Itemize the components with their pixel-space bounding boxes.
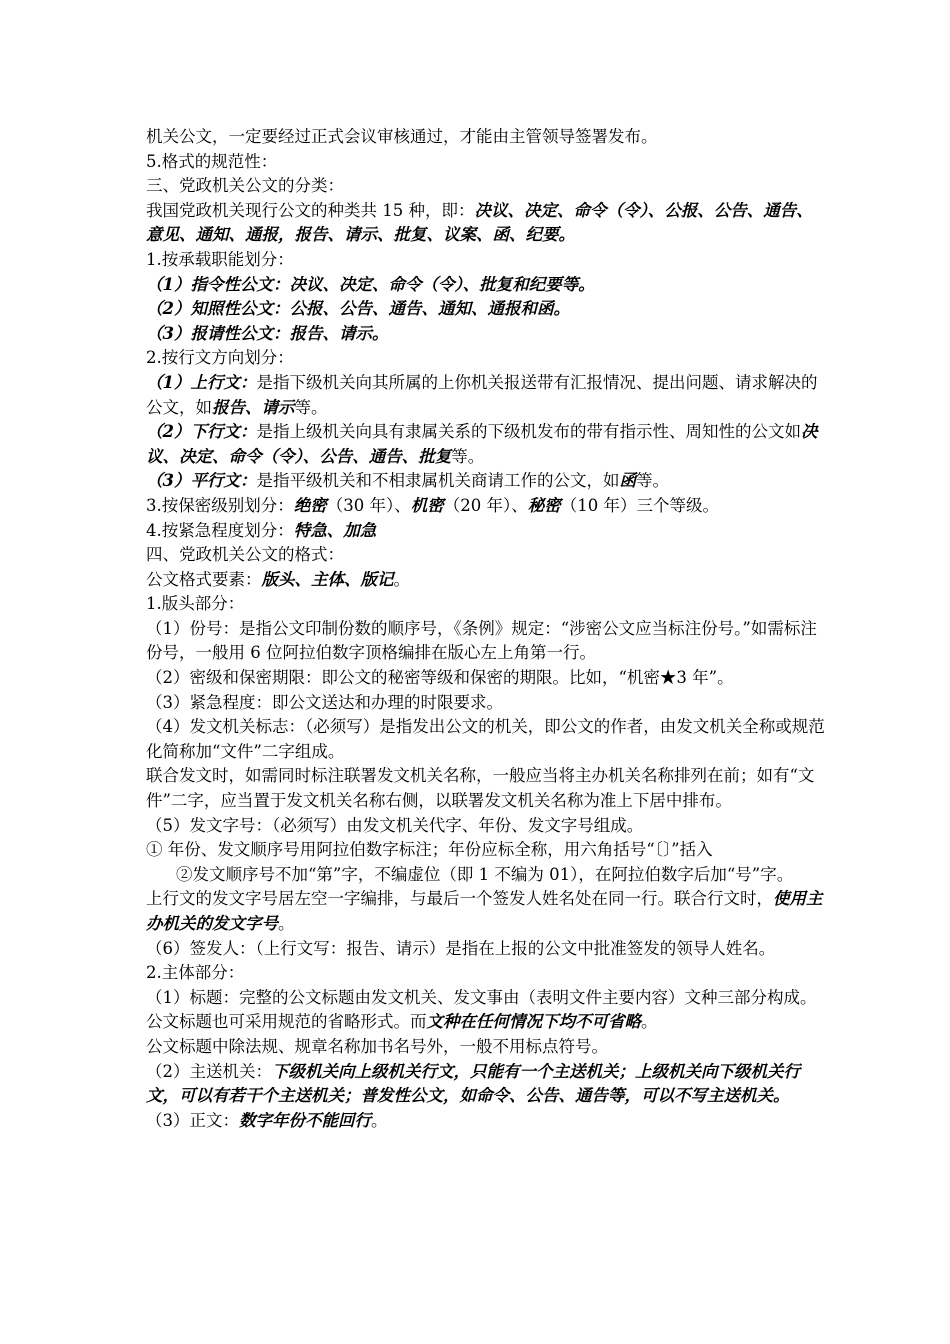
paragraph-l04	[146, 199, 826, 248]
body-text: 公文格式要素：	[146, 569, 262, 589]
paragraph-l11	[146, 420, 826, 469]
paragraph-l29	[146, 986, 826, 1035]
body-text: 三、党政机关公文的分类：	[146, 176, 344, 196]
body-text: 联合发文时，如需同时标注联署发文机关名称，一般应当将主办机关名称排列在前；如有“文件”二字，应当置于发文机关名称右侧，以联署发文机关名称为准上下居中排布。	[146, 766, 815, 811]
body-text: （30 年）、	[326, 495, 411, 515]
paragraph-l17	[146, 592, 826, 617]
body-text: （3）正文：	[146, 1110, 239, 1130]
body-text: 。	[393, 569, 410, 589]
body-text: 2.按行文方向划分：	[146, 348, 294, 368]
body-text: （5）发文字号：（必须写）由发文机关代字、年份、发文字号组成。	[146, 815, 644, 835]
paragraph-l14	[146, 519, 826, 544]
body-text: 4.按紧急程度划分：	[146, 520, 294, 540]
emphasis-text: 决议、决定、命令（令）、公告、通告、批复	[146, 422, 818, 466]
paragraph-l02	[146, 150, 826, 175]
body-text: 5.格式的规范性：	[146, 151, 278, 171]
paragraph-l10	[146, 371, 826, 420]
emphasis-text: 特急、加急	[293, 520, 377, 540]
paragraph-l23	[146, 814, 826, 839]
paragraph-l08	[146, 322, 826, 347]
body-text: 等。	[451, 446, 485, 466]
body-text: 上行文的发文字号居左空一字编排，与最后一个签发人姓名处在同一行。联合行文时，	[146, 889, 773, 909]
emphasis-text: 文种在任何情况下均不可省略	[426, 1012, 641, 1032]
body-text: 是指下级机关向其所属的上你机关报送带有汇报情况、提出问题、请求解决的公文，如	[146, 372, 818, 417]
emphasis-text: 秘密	[527, 495, 561, 515]
emphasis-text: 决议、决定、命令（令）、公报、公告、通告、意见、通知、通报，报告、请示、批复、议案、函、纪要。	[146, 200, 813, 245]
document-body	[146, 125, 826, 1133]
body-text: 。	[641, 1012, 658, 1032]
paragraph-l19	[146, 666, 826, 691]
paragraph-l27	[146, 937, 826, 962]
paragraph-l32	[146, 1109, 826, 1134]
emphasis-text: 函	[619, 471, 636, 491]
paragraph-l03	[146, 174, 826, 199]
emphasis-text: 报告、请示	[212, 397, 295, 417]
body-text: 公文标题中除法规、规章名称加书名号外，一般不用标点符号。	[146, 1036, 608, 1056]
body-text: ① 年份、发文顺序号用阿拉伯数字标注；年份应标全称，用六角括号“〔〕”括入	[146, 840, 713, 860]
body-text: 3.按保密级别划分：	[146, 495, 294, 515]
body-text: （4）发文机关标志：（必须写）是指发出公文的机关，即公文的作者，由发文机关全称或规范化简称加“文件”二字组成。	[146, 717, 825, 761]
body-text: 我国党政机关现行公文的种类共 15 种，即：	[146, 200, 475, 220]
emphasis-text: 下级机关向上级机关行文，只能有一个主送机关；上级机关向下级机关行文，可以有若干个主送机关；普发性公文，如命令、公告、通告等，可以不写主送机关。	[146, 1061, 800, 1106]
emphasis-text: 数字年份不能回行	[239, 1110, 371, 1130]
paragraph-l16	[146, 568, 826, 593]
body-text: ②发文顺序号不加“第”字，不编虚位（即 1 不编为 01），在阿拉伯数字后加“号”字。	[176, 864, 794, 884]
paragraph-l07	[146, 297, 826, 322]
paragraph-l28	[146, 961, 826, 986]
emphasis-text: （3）平行文：	[146, 471, 257, 491]
body-text: （2）主送机关：	[146, 1061, 272, 1081]
body-text: 是指上级机关向具有隶属关系的下级机发布的带有指示性、周知性的公文如	[256, 422, 801, 442]
body-text: （10 年）三个等级。	[560, 495, 719, 515]
paragraph-l26	[146, 887, 826, 936]
paragraph-l31	[146, 1060, 826, 1109]
paragraph-l01	[146, 125, 826, 150]
body-text: 等。	[294, 397, 328, 417]
emphasis-text: 绝密	[293, 495, 327, 515]
paragraph-l30	[146, 1035, 826, 1060]
body-text: 1.按承载职能划分：	[146, 249, 294, 269]
paragraph-l12	[146, 469, 826, 494]
body-text: （6）签发人：（上行文写：报告、请示）是指在上报的公文中批准签发的领导人姓名。	[146, 938, 776, 958]
paragraph-l13	[146, 494, 826, 519]
paragraph-l20	[146, 691, 826, 716]
paragraph-l25	[146, 863, 826, 888]
body-text: 等。	[635, 471, 669, 491]
emphasis-text: （1）上行文：	[146, 372, 257, 392]
paragraph-l21	[146, 715, 826, 764]
emphasis-text: 版头、主体、版记	[261, 569, 394, 589]
paragraph-l22	[146, 764, 826, 813]
body-text: 。	[278, 914, 295, 933]
body-text: （1）份号：是指公文印制份数的顺序号，《条例》规定：“涉密公文应当标注份号。”如需标注份号，一般用 6 位阿拉伯数字顶格编排在版心左上角第一行。	[146, 618, 817, 663]
body-text: 机关公文，一定要经过正式会议审核通过，才能由主管领导签署发布。	[146, 127, 658, 146]
body-text: （20 年）、	[443, 495, 528, 515]
paragraph-l15	[146, 543, 826, 568]
paragraph-l06	[146, 273, 826, 298]
emphasis-text: 使用主办机关的发文字号	[146, 889, 823, 933]
paragraph-l05	[146, 248, 826, 273]
body-text: （2）密级和保密期限：即公文的秘密等级和保密的期限。比如，“机密★3 年”。	[146, 668, 734, 688]
body-text: 。	[371, 1110, 388, 1130]
emphasis-text: 机密	[410, 495, 444, 515]
body-text: 是指平级机关和不相隶属机关商请工作的公文，如	[256, 471, 620, 491]
paragraph-l09	[146, 346, 826, 371]
emphasis-text: （2）知照性公文：公报、公告、通告、通知、通报和函。	[146, 299, 570, 319]
body-text: 四、党政机关公文的格式：	[146, 545, 344, 565]
paragraph-l18	[146, 617, 826, 666]
body-text: 1.版头部分：	[146, 594, 245, 614]
body-text: （3）紧急程度：即公文送达和办理的时限要求。	[146, 692, 503, 712]
paragraph-l24	[146, 838, 826, 863]
body-text: （1）标题：完整的公文标题由发文机关、发文事由（表明文件主要内容）文种三部分构成。公文标题也可采用规范的省略形式。而	[146, 987, 817, 1032]
emphasis-text: （2）下行文：	[146, 422, 257, 442]
body-text: 2.主体部分：	[146, 963, 245, 983]
emphasis-text: （1）指令性公文：决议、决定、命令（令）、批复和纪要等。	[146, 274, 595, 294]
emphasis-text: （3）报请性公文：报告、请示。	[146, 323, 389, 343]
